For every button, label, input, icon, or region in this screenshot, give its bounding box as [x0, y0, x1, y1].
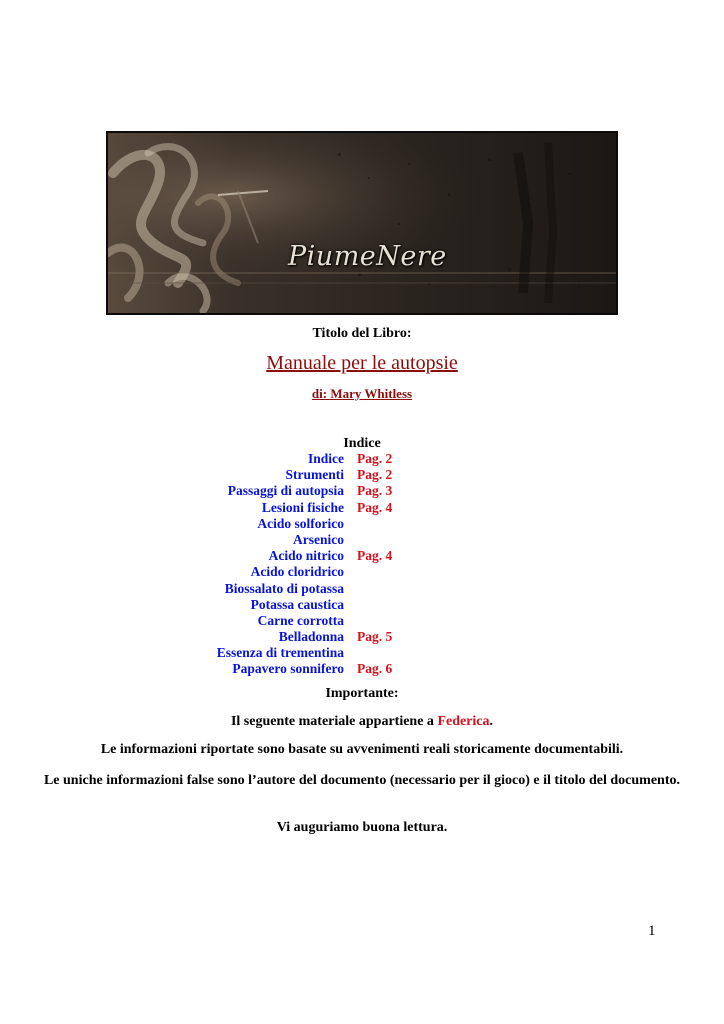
- toc-item-page: Pag. 2: [357, 467, 393, 483]
- toc-item-label[interactable]: Potassa caustica: [250, 596, 344, 612]
- toc-item-label[interactable]: Essenza di trementina: [216, 645, 344, 661]
- toc-row: [0, 532, 724, 548]
- ownership-prefix: Il seguente materiale appartiene a: [230, 714, 438, 729]
- toc-item-label[interactable]: Lesioni fisiche: [261, 499, 344, 515]
- toc-item-page: Pag. 4: [357, 499, 393, 515]
- author-line: [0, 386, 724, 402]
- banner-artwork: [108, 133, 616, 313]
- toc-item-label[interactable]: Indice: [307, 451, 344, 466]
- toc-item-label[interactable]: Acido nitrico: [268, 548, 344, 564]
- toc-row: [0, 581, 724, 597]
- ownership-suffix: .: [489, 714, 494, 729]
- toc-item-label[interactable]: Arsenico: [293, 531, 344, 547]
- toc-row: [0, 467, 724, 483]
- toc-row: [0, 613, 724, 629]
- closing-note: Vi auguriamo buona lettura.: [276, 820, 448, 835]
- toc-row: [0, 500, 724, 516]
- toc-item-page: Pag. 2: [357, 451, 393, 466]
- toc-item-label[interactable]: Belladonna: [278, 629, 344, 645]
- owner-name: Federica: [437, 714, 490, 729]
- toc-item-page: Pag. 3: [357, 483, 393, 499]
- toc-row: [0, 629, 724, 645]
- toc-row: [0, 645, 724, 661]
- toc-item-label[interactable]: Papavero sonnifero: [232, 661, 344, 677]
- toc-heading: Indice: [343, 436, 381, 451]
- toc-item-label[interactable]: Biossalato di potassa: [224, 580, 344, 596]
- important-heading: Importante:: [325, 686, 399, 701]
- banner-logo-text: PiumeNere: [288, 241, 447, 272]
- toc-item-page: Pag. 5: [357, 629, 393, 645]
- toc-row: [0, 548, 724, 564]
- toc-row: [0, 516, 724, 532]
- disclaimer-note: Le uniche informazioni false sono l’autore del documento (necessario per il gioco) e il titolo del documento.: [43, 773, 681, 788]
- toc-item-label[interactable]: Passaggi di autopsia: [227, 483, 344, 499]
- book-title: [0, 352, 724, 375]
- book-label: Titolo del Libro:: [312, 326, 412, 341]
- author-text: di: Mary Whitless: [311, 386, 413, 401]
- toc-item-label[interactable]: Carne corrotta: [257, 612, 344, 628]
- toc-row: [0, 564, 724, 580]
- toc-row: [0, 451, 724, 467]
- toc-item-label[interactable]: Acido cloridrico: [250, 564, 344, 580]
- book-title-text: Manuale per le autopsie: [266, 352, 458, 374]
- toc-item-label[interactable]: Strumenti: [285, 467, 344, 483]
- toc-row: [0, 483, 724, 499]
- toc-row: [0, 597, 724, 613]
- banner-image: [106, 131, 618, 315]
- ownership-note: [0, 714, 724, 730]
- toc-item-label[interactable]: Acido solforico: [257, 515, 344, 531]
- toc-item-page: Pag. 6: [357, 661, 393, 677]
- toc-row: [0, 661, 724, 677]
- table-of-contents: [0, 451, 724, 678]
- toc-item-page: Pag. 4: [357, 548, 393, 564]
- source-note: Le informazioni riportate sono basate su avvenimenti reali storicamente documentabili.: [100, 742, 624, 757]
- page-number: 1: [648, 923, 656, 939]
